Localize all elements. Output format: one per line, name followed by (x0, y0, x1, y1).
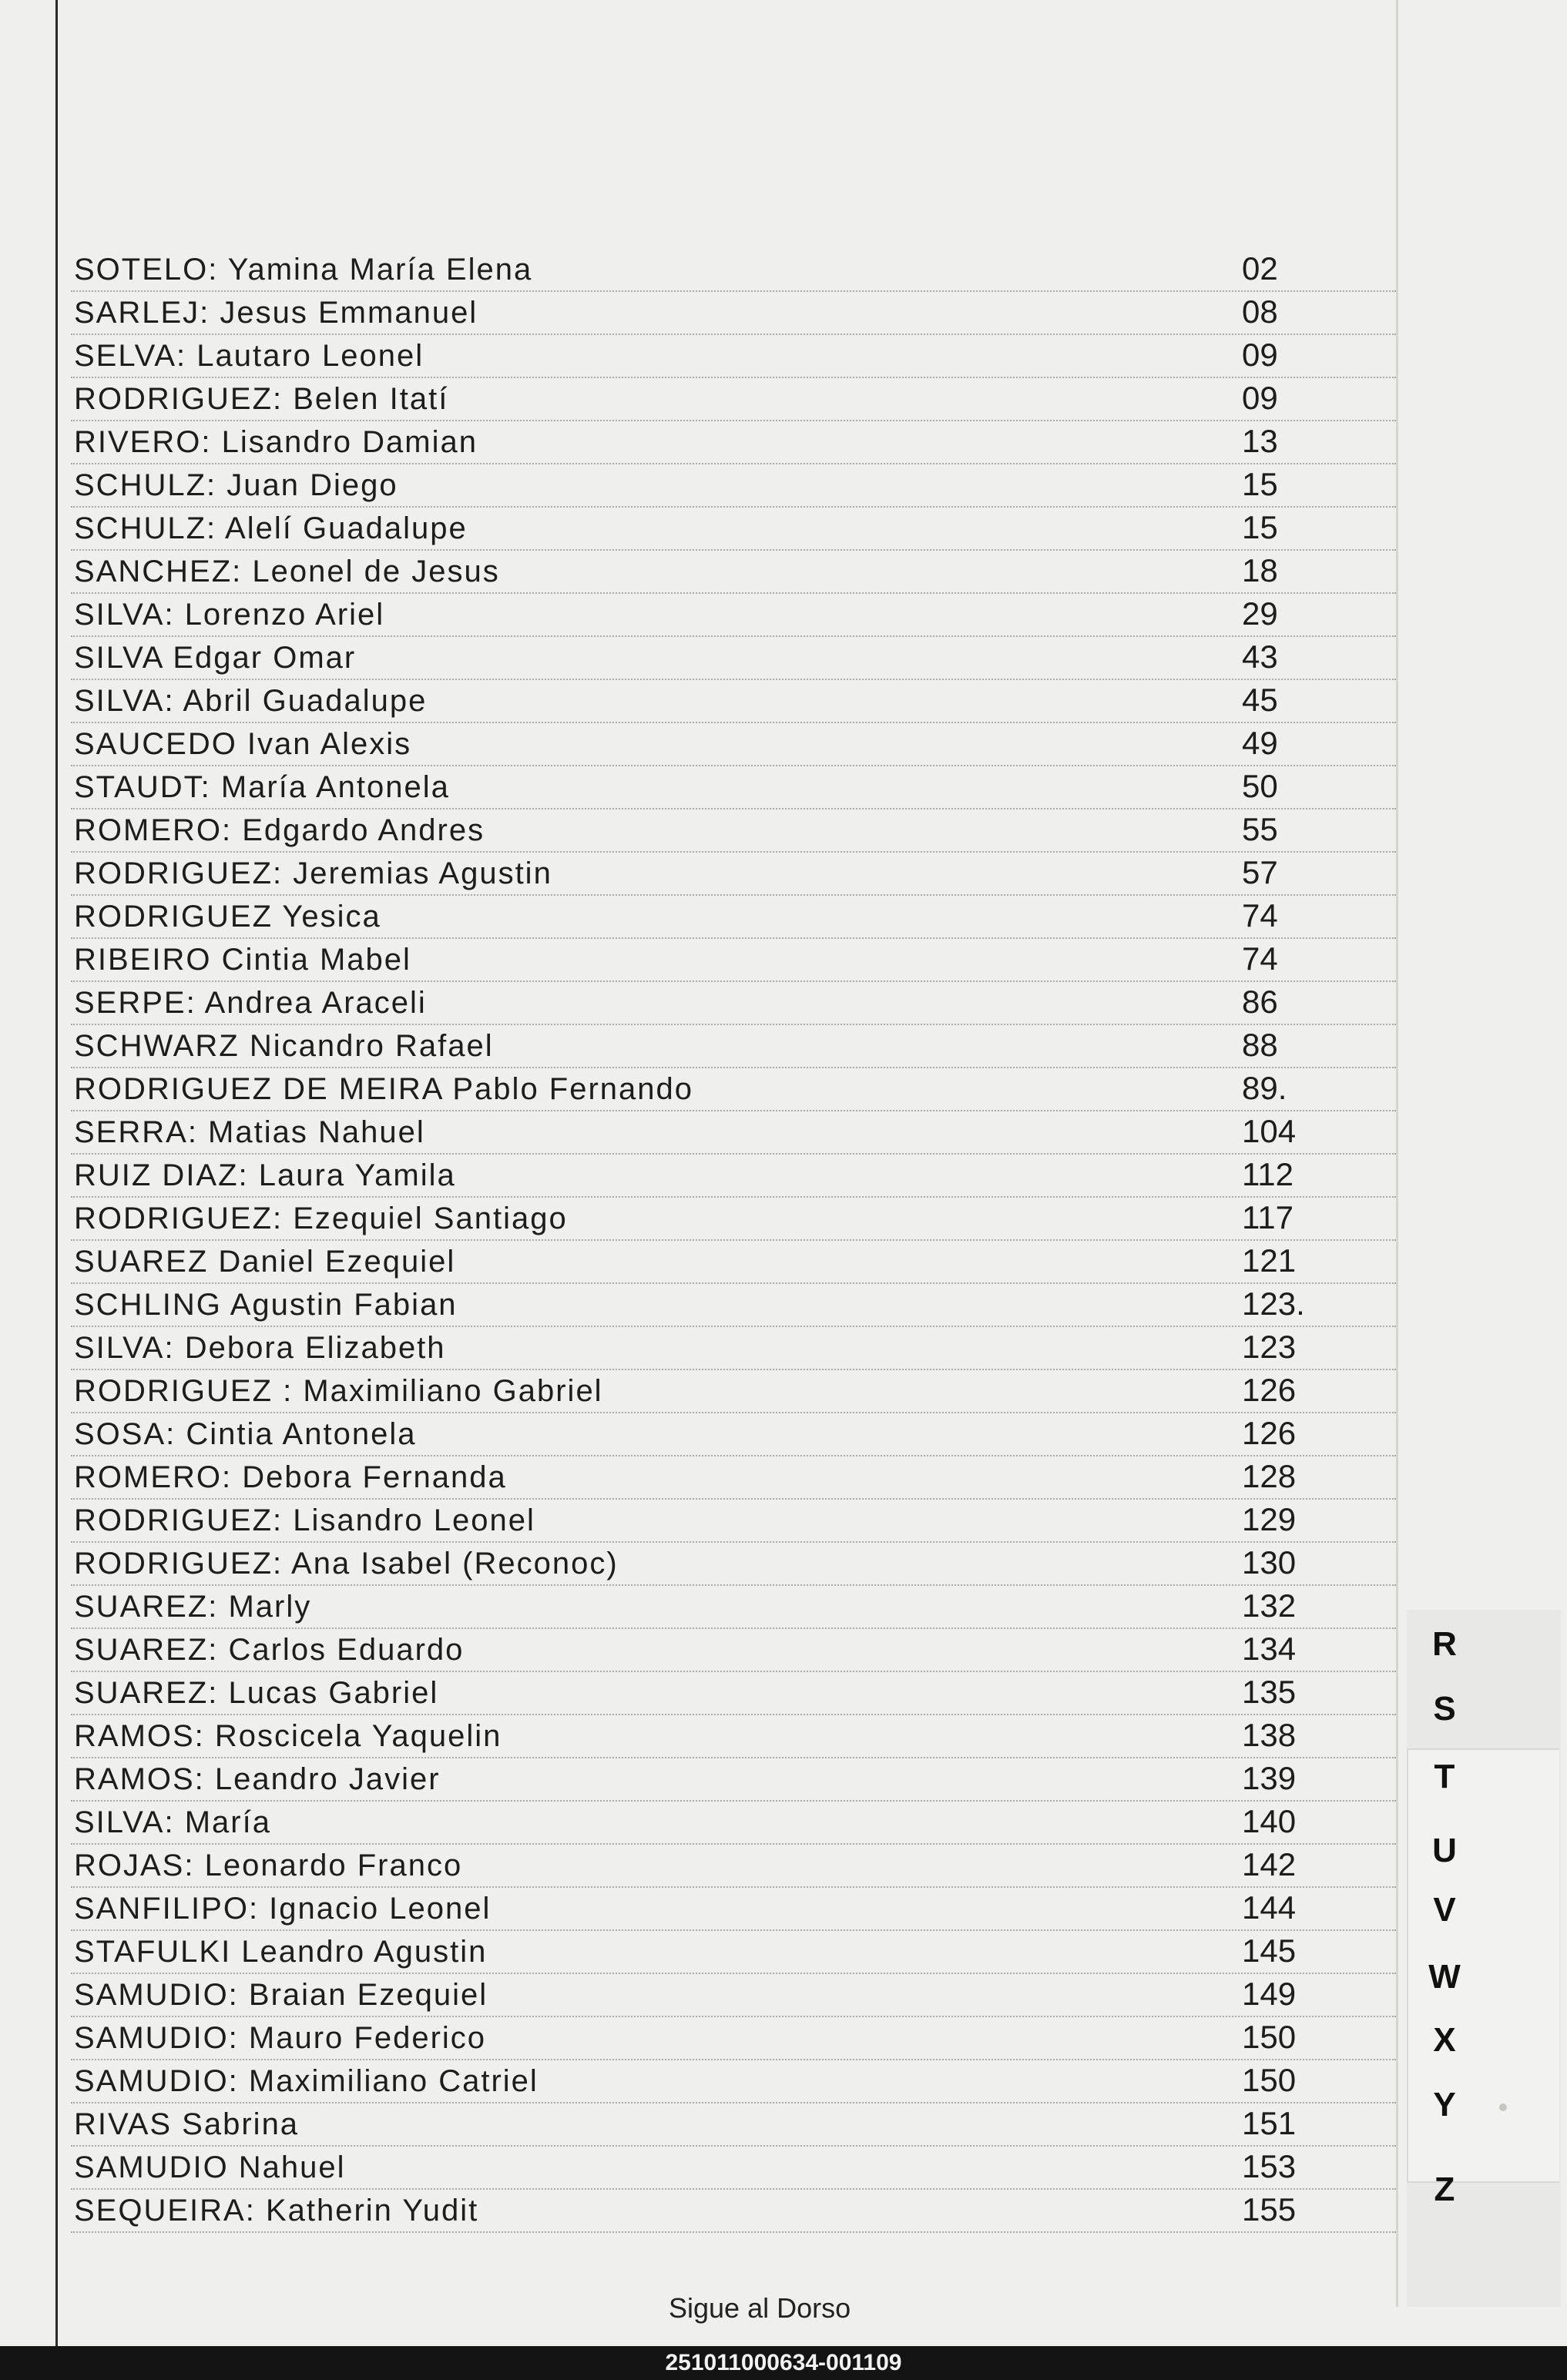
index-tab-y[interactable]: Y (1433, 2086, 1456, 2124)
entry-number: 29 (1242, 595, 1278, 632)
entry-number: 55 (1242, 811, 1278, 847)
entry-name: SUAREZ: Lucas Gabriel (74, 1676, 439, 1710)
entry-number: 57 (1242, 854, 1278, 890)
continued-on-back-note: Sigue al Dorso (669, 2292, 851, 2324)
entry-name: RIVERO: Lisandro Damian (74, 425, 478, 459)
entry-number: 104 (1242, 1113, 1297, 1149)
entry-number: 13 (1242, 423, 1278, 459)
list-item (71, 1974, 1396, 2017)
entry-name: SEQUEIRA: Katherin Yudit (74, 2194, 479, 2227)
list-item (71, 2103, 1396, 2147)
entry-number: 112 (1242, 1156, 1294, 1192)
entry-number: 150 (1242, 2019, 1297, 2055)
list-item (71, 1111, 1396, 1155)
index-tab-r[interactable]: R (1432, 1625, 1457, 1663)
list-item (71, 594, 1396, 637)
entry-number: 45 (1242, 682, 1278, 718)
entry-number: 126 (1242, 1415, 1297, 1451)
entry-number: 88 (1242, 1027, 1278, 1063)
entry-number: 145 (1242, 1932, 1297, 1969)
list-item (71, 1758, 1396, 1802)
entry-name: RODRIGUEZ: Lisandro Leonel (74, 1503, 535, 1537)
entry-name: SILVA: Lorenzo Ariel (74, 598, 385, 632)
entry-name: SCHULZ: Juan Diego (74, 468, 398, 502)
list-item (71, 1413, 1396, 1456)
entry-number: 09 (1242, 380, 1278, 416)
entry-number: 132 (1242, 1587, 1297, 1624)
entry-name: RAMOS: Roscicela Yaquelin (74, 1719, 502, 1753)
entry-name: SAMUDIO Nahuel (74, 2150, 346, 2184)
entry-name: ROMERO: Debora Fernanda (74, 1460, 507, 1494)
entry-number: 139 (1242, 1760, 1297, 1796)
entry-name: RODRIGUEZ : Maximiliano Gabriel (74, 1374, 603, 1408)
entry-name: RODRIGUEZ: Belen Itatí (74, 382, 449, 416)
list-item (71, 1672, 1396, 1715)
list-item (71, 680, 1396, 723)
entry-number: 15 (1242, 466, 1278, 502)
list-item (71, 2147, 1396, 2190)
list-item (71, 810, 1396, 853)
entry-name: SAMUDIO: Maximiliano Catriel (74, 2064, 539, 2098)
list-item (71, 1931, 1396, 1974)
list-item (71, 1198, 1396, 1241)
entry-number: 151 (1242, 2105, 1297, 2141)
list-item (71, 1629, 1396, 1672)
entry-number: 135 (1242, 1674, 1297, 1710)
entry-number: 140 (1242, 1803, 1297, 1839)
entry-name: SILVA: Debora Elizabeth (74, 1331, 446, 1365)
entry-name: RODRIGUEZ Yesica (74, 900, 381, 934)
entry-number: 142 (1242, 1846, 1297, 1882)
entry-number: 153 (1242, 2148, 1297, 2184)
entry-name: RAMOS: Leandro Javier (74, 1762, 441, 1796)
index-tab-w[interactable]: W (1428, 1958, 1461, 1996)
list-item (71, 766, 1396, 810)
list-item (71, 508, 1396, 551)
list-item (71, 982, 1396, 1025)
entry-number: 144 (1242, 1889, 1297, 1926)
index-tab-u[interactable]: U (1432, 1832, 1457, 1869)
list-item (71, 378, 1396, 421)
entry-name: SCHLING Agustin Fabian (74, 1288, 458, 1322)
list-item (71, 896, 1396, 939)
list-item (71, 2060, 1396, 2103)
list-item (71, 853, 1396, 896)
entry-name: SUAREZ: Carlos Eduardo (74, 1633, 465, 1667)
list-item (71, 1586, 1396, 1629)
list-item (71, 551, 1396, 594)
list-item (71, 464, 1396, 508)
entry-name: SAMUDIO: Mauro Federico (74, 2021, 487, 2055)
index-tab-t[interactable]: T (1434, 1758, 1455, 1795)
entry-number: 43 (1242, 639, 1278, 675)
list-item (71, 637, 1396, 680)
entry-name: SILVA: Abril Guadalupe (74, 684, 428, 718)
entry-name: STAFULKI Leandro Agustin (74, 1935, 488, 1969)
list-item (71, 1025, 1396, 1068)
list-item (71, 1155, 1396, 1198)
entry-name: SUAREZ Daniel Ezequiel (74, 1245, 456, 1279)
list-item (71, 1456, 1396, 1500)
list-item (71, 723, 1396, 766)
entry-name: SCHULZ: Alelí Guadalupe (74, 511, 468, 545)
entry-name: RODRIGUEZ: Ana Isabel (Reconoc) (74, 1547, 619, 1581)
entry-name: SOTELO: Yamina María Elena (74, 253, 533, 287)
list-item (71, 1284, 1396, 1327)
entry-name: ROMERO: Edgardo Andres (74, 813, 485, 847)
entry-name: SANFILIPO: Ignacio Leonel (74, 1892, 492, 1926)
entry-number: 149 (1242, 1976, 1297, 2012)
list-item (71, 1888, 1396, 1931)
entry-number: 126 (1242, 1372, 1297, 1408)
left-margin-line (55, 0, 58, 2346)
entry-number: 50 (1242, 768, 1278, 804)
list-item (71, 1241, 1396, 1284)
list-item (71, 1500, 1396, 1543)
entry-number: 89. (1242, 1070, 1287, 1106)
entry-name: SAMUDIO: Braian Ezequiel (74, 1978, 488, 2012)
list-item (71, 249, 1396, 292)
entry-number: 155 (1242, 2191, 1297, 2227)
list-item (71, 1715, 1396, 1758)
entry-name: SOSA: Cintia Antonela (74, 1417, 417, 1451)
index-tab-v[interactable]: V (1433, 1891, 1456, 1929)
entry-name: SERRA: Matias Nahuel (74, 1115, 425, 1149)
entry-number: 117 (1242, 1199, 1294, 1235)
entry-name: ROJAS: Leonardo Franco (74, 1849, 463, 1882)
entry-name: RUIZ DIAZ: Laura Yamila (74, 1158, 456, 1192)
punch-dot (1499, 2103, 1507, 2111)
entry-number: 15 (1242, 509, 1278, 545)
document-code: 251011000634-001109 (665, 2350, 902, 2375)
entry-name: STAUDT: María Antonela (74, 770, 450, 804)
entry-name: SARLEJ: Jesus Emmanuel (74, 296, 478, 330)
entry-name: RIVAS Sabrina (74, 2107, 300, 2141)
list-item (71, 335, 1396, 378)
entry-name: SILVA Edgar Omar (74, 641, 357, 675)
list-item (71, 1802, 1396, 1845)
entry-name: SELVA: Lautaro Leonel (74, 339, 424, 373)
entry-number: 128 (1242, 1458, 1297, 1494)
entry-number: 129 (1242, 1501, 1297, 1537)
list-item (71, 1327, 1396, 1370)
list-item (71, 2190, 1396, 2233)
list-item (71, 421, 1396, 464)
entry-name: SCHWARZ Nicandro Rafael (74, 1029, 494, 1063)
entry-number: 123 (1242, 1329, 1297, 1365)
entry-number: 74 (1242, 897, 1278, 934)
entry-number: 123. (1242, 1286, 1305, 1322)
entry-name: SUAREZ: Marly (74, 1590, 312, 1624)
index-tab-z[interactable]: Z (1434, 2170, 1455, 2208)
entry-number: 130 (1242, 1544, 1297, 1581)
list-item (71, 939, 1396, 982)
list-item (71, 1845, 1396, 1888)
list-item (71, 1370, 1396, 1413)
index-tab-s[interactable]: S (1433, 1690, 1456, 1728)
index-tab-x[interactable]: X (1433, 2021, 1456, 2059)
entry-name: SAUCEDO Ivan Alexis (74, 727, 412, 761)
entry-name: SILVA: María (74, 1805, 271, 1839)
sheet-edge (1396, 0, 1398, 2307)
entry-number: 138 (1242, 1717, 1297, 1753)
entry-name: RODRIGUEZ: Jeremias Agustin (74, 856, 552, 890)
entry-name: RODRIGUEZ DE MEIRA Pablo Fernando (74, 1072, 694, 1106)
entry-name: SANCHEZ: Leonel de Jesus (74, 555, 500, 588)
entries-list (71, 249, 1396, 2233)
list-item (71, 2017, 1396, 2060)
entry-number: 134 (1242, 1631, 1297, 1667)
entry-name: RIBEIRO Cintia Mabel (74, 943, 411, 977)
entry-number: 74 (1242, 940, 1278, 977)
entry-number: 49 (1242, 725, 1278, 761)
entry-number: 08 (1242, 293, 1278, 330)
entry-number: 09 (1242, 337, 1278, 373)
list-item (71, 1068, 1396, 1111)
entry-number: 86 (1242, 984, 1278, 1020)
entry-name: SERPE: Andrea Araceli (74, 986, 427, 1020)
entry-number: 150 (1242, 2062, 1297, 2098)
entry-name: RODRIGUEZ: Ezequiel Santiago (74, 1202, 568, 1235)
list-item (71, 1543, 1396, 1586)
entry-number: 02 (1242, 250, 1278, 287)
entry-number: 18 (1242, 552, 1278, 588)
document-id-bar (0, 2346, 1567, 2380)
entry-number: 121 (1242, 1242, 1297, 1279)
list-item (71, 292, 1396, 335)
